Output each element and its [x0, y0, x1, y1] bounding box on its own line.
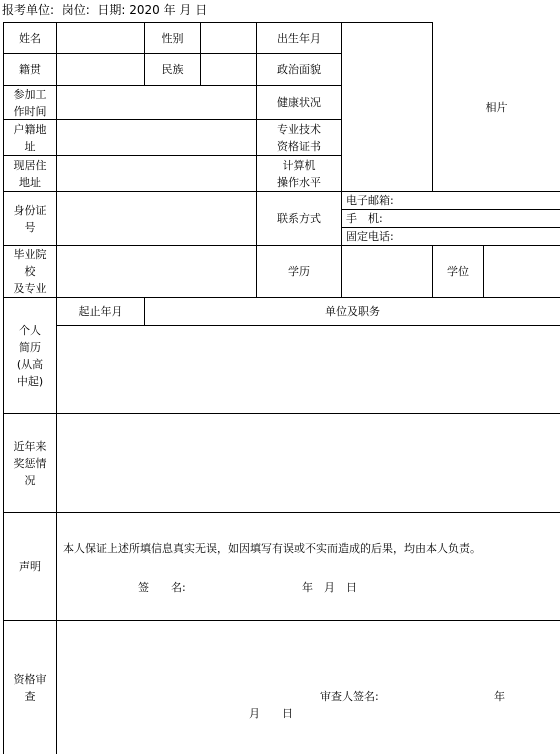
residence-field[interactable]: [57, 156, 256, 191]
ethnicity-field[interactable]: [201, 54, 256, 85]
household-label: 户籍地 址: [13, 122, 47, 153]
date-value: 2020 年 月 日: [129, 3, 208, 17]
household-field[interactable]: [57, 120, 256, 155]
political-status-label: 政治面貌: [277, 63, 321, 76]
position-label: 岗位:: [61, 3, 90, 17]
reviewer-signature-field[interactable]: [385, 684, 485, 706]
degree-field[interactable]: [484, 246, 560, 297]
photo-area[interactable]: 相片: [485, 100, 508, 114]
unit-label: 报考单位:: [2, 3, 55, 17]
work-start-label: 参加工 作时间: [13, 87, 47, 118]
qualification-label: 专业技术 资格证书: [277, 122, 321, 153]
qualification-field[interactable]: [342, 120, 432, 155]
name-label: 姓名: [19, 31, 41, 45]
email-label: 电子邮箱:: [346, 194, 394, 207]
school-field[interactable]: [57, 246, 256, 297]
review-year: 年: [494, 690, 505, 703]
contact-label: 联系方式: [277, 212, 321, 225]
work-start-field[interactable]: [57, 86, 256, 119]
birth-field[interactable]: [342, 23, 432, 53]
health-field[interactable]: [342, 86, 432, 119]
form-header: [2, 1, 207, 18]
landline-label: 固定电话:: [346, 230, 394, 243]
sign-label: 签 名:: [138, 581, 186, 594]
resume-field[interactable]: [57, 326, 560, 413]
period-header: 起止年月: [78, 305, 123, 318]
id-number-field[interactable]: [57, 192, 256, 245]
native-place-label: 籍贯: [19, 63, 41, 76]
computer-level-field[interactable]: [342, 156, 432, 191]
mobile-label: 手 机:: [346, 212, 383, 225]
employer-header: 单位及职务: [325, 305, 380, 318]
education-field[interactable]: [342, 246, 432, 297]
education-label: 学历: [288, 265, 310, 278]
signature-field[interactable]: [200, 576, 290, 598]
reviewer-sign-label: 审查人签名:: [320, 690, 379, 703]
computer-level-label: 计算机 操作水平: [277, 158, 321, 189]
resume-label: 个人 简历 (从高 中起): [16, 323, 44, 388]
ethnicity-label: 民族: [161, 63, 184, 76]
school-label: 毕业院 校 及专业: [13, 248, 47, 295]
gender-label: 性别: [161, 31, 184, 45]
degree-label: 学位: [447, 265, 469, 278]
native-place-field[interactable]: [57, 54, 144, 85]
review-month-day: 月 日: [249, 707, 293, 720]
health-label: 健康状况: [277, 96, 321, 109]
statement-label: 声明: [19, 560, 41, 573]
birth-label: 出生年月: [277, 31, 321, 45]
id-number-label: 身份证 号: [13, 203, 47, 234]
statement-text: 本人保证上述所填信息真实无误，如因填写有误或不实而造成的后果，均由本人负责。: [63, 542, 481, 555]
date-label: 日期:: [97, 3, 126, 17]
political-status-field[interactable]: [342, 54, 432, 85]
gender-field[interactable]: [201, 23, 256, 53]
sign-date: 年 月 日: [302, 581, 357, 594]
review-label: 资格审 查: [13, 672, 47, 703]
residence-label: 现居住 地址: [13, 158, 47, 189]
name-field[interactable]: [57, 23, 144, 53]
awards-label: 近年来 奖惩情 况: [13, 439, 47, 487]
awards-field[interactable]: [57, 414, 560, 512]
